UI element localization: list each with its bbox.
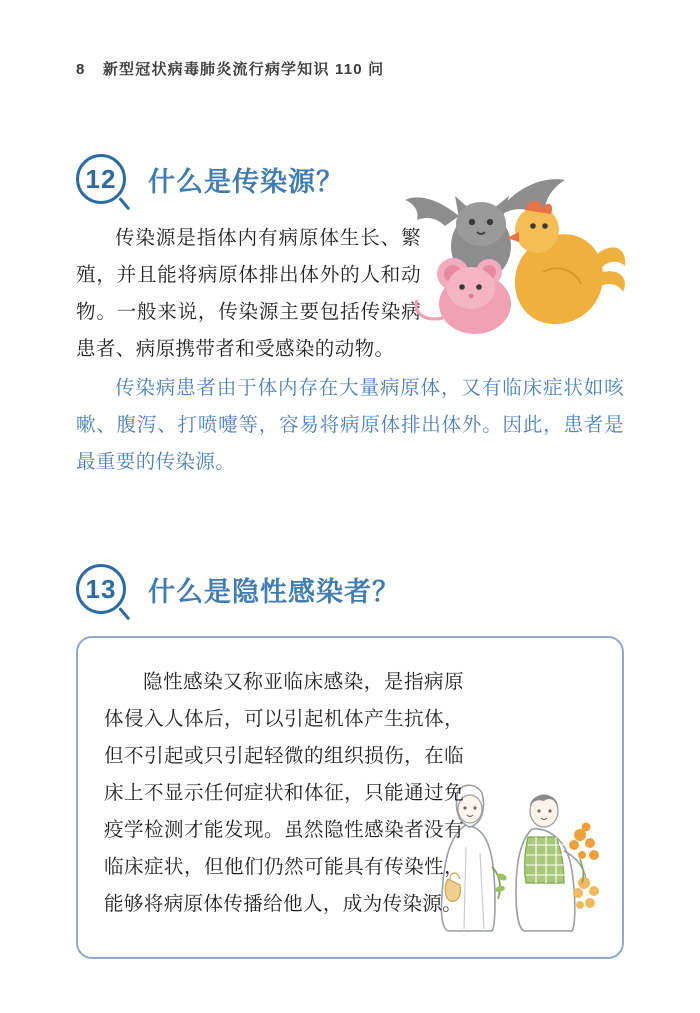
question-title-13: 什么是隐性感染者？: [148, 576, 400, 607]
magnifier-handle-icon: [118, 197, 130, 210]
highlight-box-13: [76, 636, 624, 959]
question-number-13: 13: [85, 574, 117, 604]
page-number: 8: [76, 61, 85, 78]
running-head: [76, 58, 384, 79]
question-title-12: 什么是传染源？: [148, 166, 344, 197]
question-number-12: 12: [85, 164, 117, 194]
question-number-badge-13: [76, 564, 126, 614]
book-title: 新型冠状病毒肺炎流行病学知识 110 问: [102, 61, 385, 78]
question-heading-13: [76, 560, 624, 618]
question-number-badge-12: [76, 154, 126, 204]
magnifier-handle-icon: [118, 607, 130, 620]
question-block-13: [76, 560, 624, 959]
paragraph-13-1: 隐性感染又称亚临床感染，是指病原体侵入人体后，可以引起机体产生抗体，但不引起或只引起轻微的组织损伤，在临床上不显示任何症状和体征，只能通过免疫学检测才能发现。虽然隐性感染者没有临床症状，但他们仍然可能具有传染性，能够将病原体传播给他人，成为传染源。: [104, 671, 464, 915]
paragraph-12-2: 传染病患者由于体内存在大量病原体，又有临床症状如咳嗽、腹泻、打喷嚏等，容易将病原体排出体外。因此，患者是最重要的传染源。: [76, 377, 624, 473]
paragraph-12-1: 传染源是指体内有病原体生长、繁殖，并且能将病原体排出体外的人和动物。一般来说，传染源主要包括传染病患者、病原携带者和受感染的动物。: [76, 227, 421, 360]
bat-mouse-chicken-illustration: [397, 168, 632, 353]
question-block-12: [76, 150, 624, 481]
